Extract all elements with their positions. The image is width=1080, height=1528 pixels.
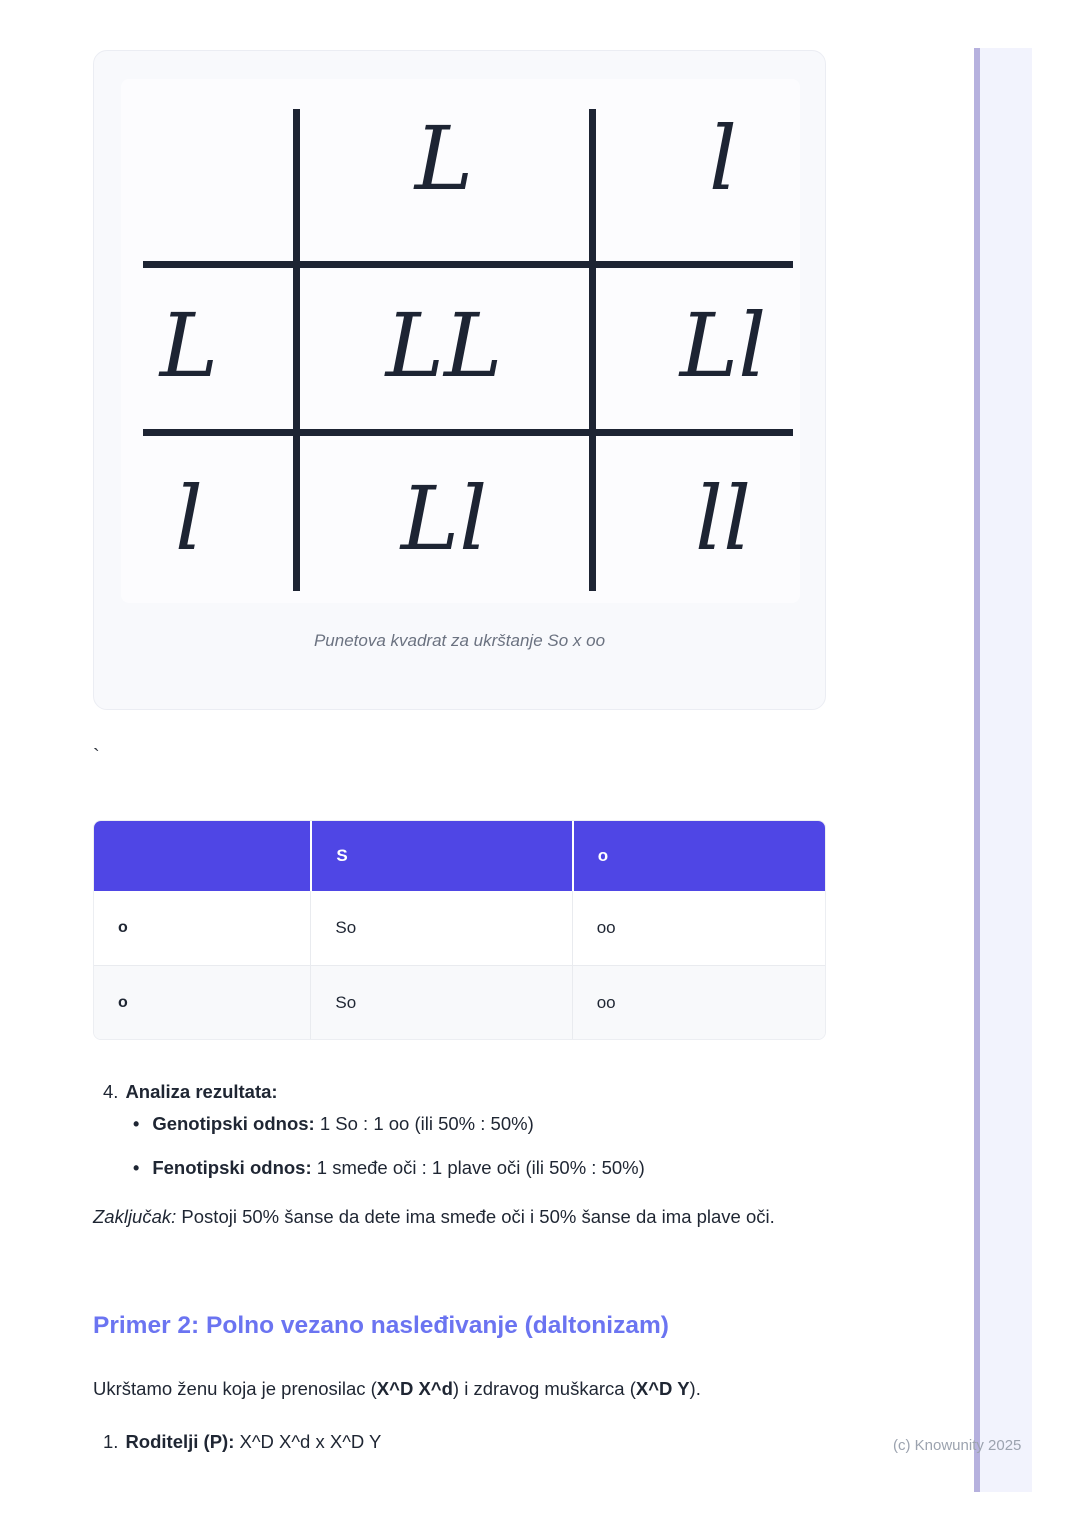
bullet-item-fenotip	[133, 1154, 645, 1182]
list-item-value: X^D X^d x X^D Y	[234, 1431, 382, 1452]
bullet-dot: •	[133, 1114, 140, 1134]
punnett-caption: Punetova kvadrat za ukrštanje So x oo	[313, 631, 606, 650]
table-cell: o	[118, 919, 128, 936]
primer2-intro-paragraph	[93, 1372, 833, 1406]
table-row	[94, 891, 825, 965]
bullet-text	[152, 1154, 644, 1182]
bullet-item-genotip	[133, 1110, 534, 1138]
punnett-cell: Ll	[400, 467, 488, 570]
table-header-S: S	[310, 821, 571, 891]
table-cell: So	[310, 966, 571, 1039]
punnett-col-header: L	[414, 107, 474, 210]
table-cell: oo	[572, 966, 825, 1039]
intro-post: ).	[689, 1378, 701, 1399]
knowunity-watermark: (c) Knowunity 2025	[893, 1437, 1022, 1454]
punnett-cell: Ll	[679, 294, 767, 397]
conclusion-paragraph	[93, 1200, 833, 1234]
table-cell: oo	[572, 891, 825, 965]
punnett-cell: LL	[385, 294, 503, 397]
numbered-list-item-1	[103, 1428, 381, 1456]
punnett-vertical-line	[293, 109, 300, 591]
list-item-text	[125, 1428, 381, 1456]
punnett-col-header: l	[708, 107, 738, 210]
intro-pre: Ukrštamo ženu koja je prenosilac (	[93, 1378, 377, 1399]
intro-mid: ) i zdravog muškarca (	[452, 1378, 636, 1399]
table-header-o: o	[572, 821, 825, 891]
cross-table	[93, 820, 826, 1040]
bullet-label: Genotipski odnos:	[152, 1113, 315, 1134]
table-header-row	[94, 821, 825, 891]
table-cell: o	[118, 993, 128, 1011]
genotype-1: X^D X^d	[376, 1378, 453, 1399]
bullet-label: Fenotipski odnos:	[152, 1157, 312, 1178]
numbered-list-item-4	[103, 1078, 278, 1106]
punnett-cell: ll	[694, 467, 752, 570]
bullet-dot: •	[133, 1158, 140, 1178]
list-number: 4.	[103, 1081, 119, 1102]
conclusion-label: Zaključak:	[93, 1206, 177, 1227]
punnett-horizontal-line	[143, 261, 793, 268]
punnett-square-image	[121, 79, 800, 603]
stray-backtick: `	[93, 746, 100, 768]
genotype-2: X^D Y	[635, 1378, 690, 1399]
punnett-vertical-line	[589, 109, 596, 591]
scrollbar-track[interactable]	[980, 48, 1032, 1492]
table-cell: So	[310, 891, 571, 965]
list-number: 1.	[103, 1431, 119, 1452]
list-item-title: Analiza rezultata:	[125, 1081, 278, 1102]
table-row	[94, 965, 825, 1039]
punnett-horizontal-line	[143, 429, 793, 436]
conclusion-text: Postoji 50% šanse da dete ima smeđe oči i 50% šanse da ima plave oči.	[176, 1206, 775, 1227]
punnett-row-header: L	[159, 294, 219, 397]
table-header-empty	[94, 821, 310, 891]
punnett-square-card	[93, 50, 826, 710]
scrollbar-thumb[interactable]	[974, 48, 980, 1492]
bullet-value: 1 So : 1 oo (ili 50% : 50%)	[314, 1113, 534, 1134]
bullet-value: 1 smeđe oči : 1 plave oči (ili 50% : 50%)	[311, 1157, 645, 1178]
section-heading-primer2: Primer 2: Polno vezano nasleđivanje (daltonizam)	[93, 1312, 669, 1339]
list-item-label: Roditelji (P):	[125, 1431, 235, 1452]
bullet-text	[152, 1110, 533, 1138]
punnett-row-header: l	[174, 467, 204, 570]
